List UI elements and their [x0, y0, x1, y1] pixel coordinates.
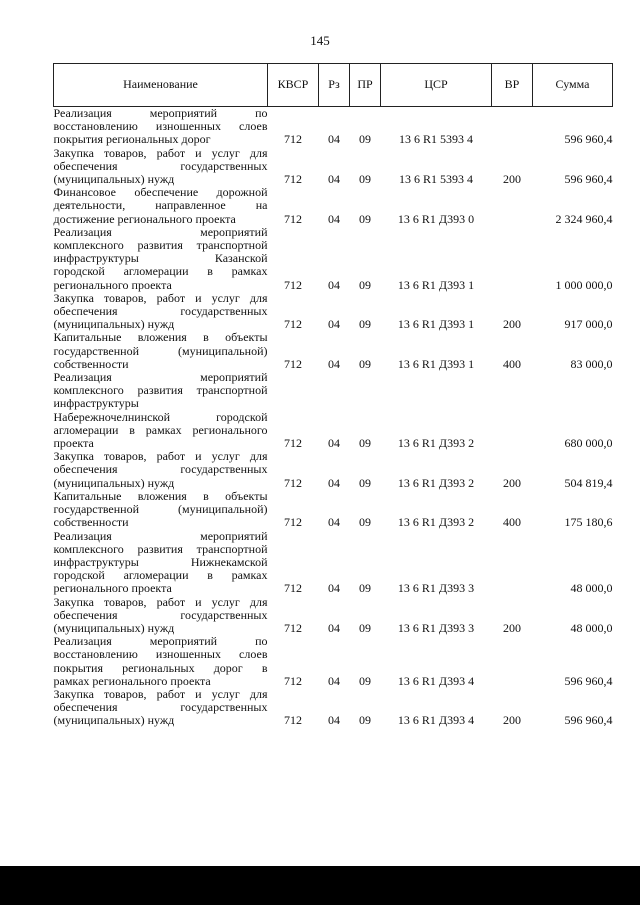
cell-kvsr: 712	[284, 132, 302, 147]
cell-pr: 09	[359, 436, 371, 451]
cell-name	[54, 186, 268, 226]
cell-vr: 200	[503, 172, 521, 187]
cell-pr: 09	[359, 475, 371, 490]
budget-table	[53, 63, 613, 728]
cell-name	[54, 331, 268, 371]
cell-pr: 09	[359, 581, 371, 596]
cell-csr: 13 6 R1 5393 4	[398, 172, 473, 187]
name-line: Закупка товаров, работ и услуг для	[53, 290, 268, 305]
table-row	[54, 292, 613, 332]
table-row	[54, 450, 613, 490]
header-pr: ПР	[350, 64, 381, 107]
cell-kvsr: 712	[284, 172, 302, 187]
name-line: обеспечения государственных	[53, 158, 268, 173]
cell-csr: 13 6 R1 Д393 1	[397, 317, 475, 332]
name-line: обеспечения государственных	[53, 607, 268, 622]
name-line: комплексного развития транспортной	[53, 238, 268, 253]
cell-kvsr: 712	[284, 277, 302, 292]
table-header-row	[54, 64, 613, 107]
cell-name	[54, 371, 268, 450]
table-row	[54, 147, 613, 187]
cell-sum: 596 960,4	[564, 132, 613, 147]
name-line: комплексного развития транспортной	[53, 541, 268, 556]
cell-csr: 13 6 R1 Д393 3	[397, 620, 475, 635]
header-rz: Рз	[319, 64, 350, 107]
cell-pr: 09	[359, 172, 371, 187]
cell-csr: 13 6 R1 Д393 2	[397, 436, 475, 451]
cell-vr	[492, 226, 533, 292]
cell-sum: 596 960,4	[564, 713, 613, 728]
page-number: 145	[310, 33, 330, 48]
cell-sum: 175 180,6	[564, 515, 613, 530]
name-line: инфраструктуры Нижнекамской	[53, 554, 268, 569]
cell-kvsr: 712	[284, 713, 302, 728]
name-line: восстановлению изношенных слоев	[53, 119, 268, 134]
cell-rz: 04	[328, 515, 340, 530]
header-sum: Сумма	[533, 64, 613, 107]
name-line: Капитальные вложения в объекты	[53, 330, 268, 345]
name-line: восстановлению изношенных слоев	[53, 647, 268, 662]
name-line: обеспечения государственных	[53, 462, 268, 477]
cell-vr	[492, 107, 533, 147]
cell-sum: 1 000 000,0	[555, 277, 613, 292]
cell-sum: 917 000,0	[564, 317, 613, 332]
cell-kvsr: 712	[284, 620, 302, 635]
cell-sum: 680 000,0	[564, 436, 613, 451]
cell-vr: 200	[503, 317, 521, 332]
name-line: деятельности, направленное на	[53, 198, 268, 213]
cell-pr: 09	[359, 356, 371, 371]
cell-rz: 04	[328, 475, 340, 490]
name-line: государственной (муниципальной)	[53, 343, 268, 358]
cell-name	[54, 596, 268, 636]
table-row	[54, 371, 613, 450]
name-line: Закупка товаров, работ и услуг для	[53, 594, 268, 609]
cell-vr: 400	[503, 356, 521, 371]
name-line: Финансовое обеспечение дорожной	[53, 185, 268, 200]
cell-kvsr: 712	[284, 211, 302, 226]
cell-sum: 596 960,4	[564, 673, 613, 688]
name-line: регионального проекта	[53, 277, 172, 292]
cell-pr: 09	[359, 713, 371, 728]
cell-csr: 13 6 R1 Д393 1	[397, 356, 475, 371]
table-row	[54, 530, 613, 596]
cell-csr: 13 6 R1 Д393 4	[397, 673, 475, 688]
cell-vr: 400	[503, 515, 521, 530]
name-line: (муниципальных) нужд	[53, 317, 175, 332]
name-line: городской агломерации в рамках	[53, 264, 268, 279]
header-name: Наименование	[54, 64, 268, 107]
cell-csr: 13 6 R1 Д393 2	[397, 515, 475, 530]
name-line: Реализация мероприятий	[53, 370, 268, 385]
table-row	[54, 226, 613, 292]
cell-rz: 04	[328, 211, 340, 226]
cell-name	[54, 688, 268, 728]
cell-vr: 200	[503, 620, 521, 635]
table-row	[54, 635, 613, 688]
cell-sum: 48 000,0	[570, 581, 613, 596]
cell-rz: 04	[328, 436, 340, 451]
name-line: Реализация мероприятий по	[53, 634, 268, 649]
cell-sum: 504 819,4	[564, 475, 613, 490]
name-line: проекта	[53, 436, 94, 451]
cell-csr: 13 6 R1 Д393 1	[397, 277, 475, 292]
cell-csr: 13 6 R1 Д393 4	[397, 713, 475, 728]
name-line: достижение регионального проекта	[53, 211, 236, 226]
cell-kvsr: 712	[284, 317, 302, 332]
name-line: Реализация мероприятий	[53, 224, 268, 239]
cell-pr: 09	[359, 277, 371, 292]
name-line: обеспечения государственных	[53, 700, 268, 715]
cell-name	[54, 490, 268, 530]
cell-rz: 04	[328, 172, 340, 187]
name-line: комплексного развития транспортной	[53, 383, 268, 398]
name-line: покрытия региональных дорог в	[53, 660, 268, 675]
name-line: рамках регионального проекта	[53, 673, 211, 688]
name-line: Капитальные вложения в объекты	[53, 488, 268, 503]
header-vr: ВР	[492, 64, 533, 107]
cell-rz: 04	[328, 620, 340, 635]
cell-rz: 04	[328, 132, 340, 147]
name-line: (муниципальных) нужд	[53, 475, 175, 490]
cell-vr: 200	[503, 713, 521, 728]
cell-vr	[492, 371, 533, 450]
cell-kvsr: 712	[284, 673, 302, 688]
table-row	[54, 107, 613, 147]
cell-rz: 04	[328, 673, 340, 688]
cell-rz: 04	[328, 317, 340, 332]
name-line: агломерации в рамках регионального	[53, 422, 268, 437]
name-line: Закупка товаров, работ и услуг для	[53, 686, 268, 701]
cell-name	[54, 530, 268, 596]
cell-name	[54, 635, 268, 688]
cell-rz: 04	[328, 581, 340, 596]
cell-name	[54, 107, 268, 147]
table-row	[54, 186, 613, 226]
cell-pr: 09	[359, 515, 371, 530]
table-row	[54, 490, 613, 530]
cell-csr: 13 6 R1 Д393 3	[397, 581, 475, 596]
cell-sum: 83 000,0	[570, 356, 613, 371]
name-line: инфраструктуры Казанской	[53, 251, 268, 266]
cell-pr: 09	[359, 620, 371, 635]
cell-pr: 09	[359, 673, 371, 688]
cell-sum: 48 000,0	[570, 620, 613, 635]
name-line: Закупка товаров, работ и услуг для	[53, 145, 268, 160]
header-kvsr: КВСР	[268, 64, 319, 107]
scan-bottom-edge	[0, 866, 640, 905]
cell-vr	[492, 530, 533, 596]
name-line: городской агломерации в рамках	[53, 568, 268, 583]
name-line: покрытия региональных дорог	[53, 132, 211, 147]
name-line: инфраструктуры	[53, 396, 139, 411]
cell-kvsr: 712	[284, 515, 302, 530]
cell-csr: 13 6 R1 5393 4	[398, 132, 473, 147]
cell-name	[54, 226, 268, 292]
cell-vr: 200	[503, 475, 521, 490]
cell-sum: 2 324 960,4	[555, 211, 613, 226]
name-line: (муниципальных) нужд	[53, 620, 175, 635]
name-line: (муниципальных) нужд	[53, 172, 175, 187]
name-line: Набережночелнинской городской	[53, 409, 268, 424]
name-line: собственности	[53, 356, 129, 371]
header-csr: ЦСР	[381, 64, 492, 107]
cell-name	[54, 450, 268, 490]
cell-pr: 09	[359, 211, 371, 226]
name-line: государственной (муниципальной)	[53, 502, 268, 517]
cell-rz: 04	[328, 356, 340, 371]
cell-vr	[492, 186, 533, 226]
cell-sum: 596 960,4	[564, 172, 613, 187]
table-row	[54, 688, 613, 728]
table-body	[54, 107, 613, 728]
cell-kvsr: 712	[284, 581, 302, 596]
cell-vr	[492, 635, 533, 688]
cell-rz: 04	[328, 713, 340, 728]
name-line: Реализация мероприятий	[53, 528, 268, 543]
cell-csr: 13 6 R1 Д393 2	[397, 475, 475, 490]
name-line: обеспечения государственных	[53, 304, 268, 319]
cell-kvsr: 712	[284, 356, 302, 371]
name-line: собственности	[53, 515, 129, 530]
cell-kvsr: 712	[284, 436, 302, 451]
cell-pr: 09	[359, 317, 371, 332]
cell-name	[54, 292, 268, 332]
cell-rz: 04	[328, 277, 340, 292]
name-line: регионального проекта	[53, 581, 172, 596]
cell-name	[54, 147, 268, 187]
table-row	[54, 596, 613, 636]
cell-kvsr: 712	[284, 475, 302, 490]
name-line: Реализация мероприятий по	[53, 106, 268, 120]
name-line: (муниципальных) нужд	[53, 713, 175, 728]
table-row	[54, 331, 613, 371]
cell-pr: 09	[359, 132, 371, 147]
cell-csr: 13 6 R1 Д393 0	[397, 211, 475, 226]
name-line: Закупка товаров, работ и услуг для	[53, 449, 268, 464]
